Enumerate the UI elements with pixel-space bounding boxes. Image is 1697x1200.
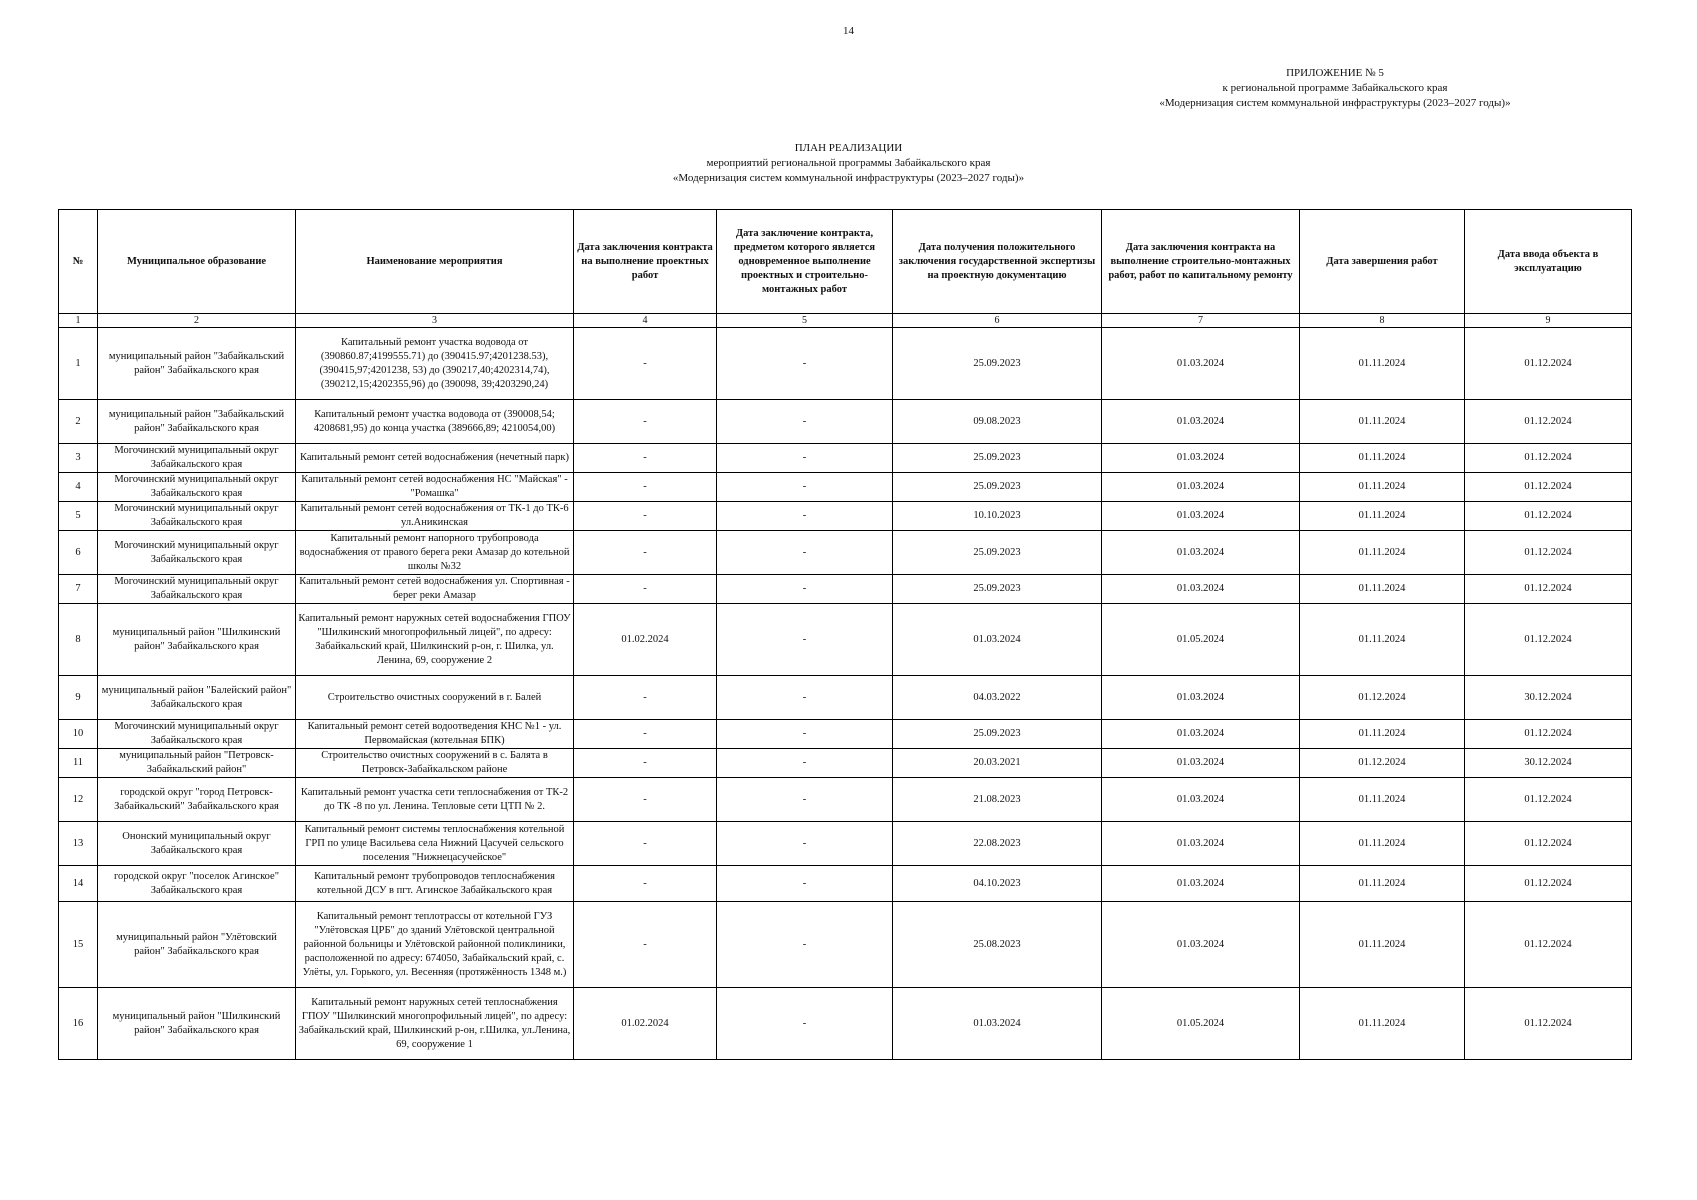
design-build-contract-date-cell: - — [717, 604, 893, 676]
header-cell: Дата заключения контракта на выполнение строительно-монтажных работ, работ по капитальному ремонту — [1102, 210, 1300, 314]
design-contract-date-cell: - — [574, 778, 717, 822]
row-number-cell: 16 — [59, 988, 98, 1060]
column-number-cell: 3 — [296, 314, 574, 328]
completion-date-cell: 01.11.2024 — [1300, 604, 1465, 676]
commissioning-date-cell: 01.12.2024 — [1465, 604, 1632, 676]
expertise-date-cell: 10.10.2023 — [893, 502, 1102, 531]
construction-contract-date-cell: 01.03.2024 — [1102, 444, 1300, 473]
implementation-plan-table — [58, 209, 1632, 1060]
design-build-contract-date-cell: - — [717, 444, 893, 473]
measure-name-cell: Капитальный ремонт системы теплоснабжения котельной ГРП по улице Васильева села Нижний Цасучей сельского поселения "Нижнецасучейское" — [296, 822, 574, 866]
document-title — [0, 141, 1697, 186]
measure-name-cell: Строительство очистных сооружений в с. Балята в Петровск-Забайкальском районе — [296, 749, 574, 778]
completion-date-cell: 01.12.2024 — [1300, 749, 1465, 778]
table-body — [59, 328, 1632, 1060]
municipality-cell: Могочинский муниципальный округ Забайкальского края — [98, 720, 296, 749]
expertise-date-cell: 25.09.2023 — [893, 328, 1102, 400]
measure-name-cell: Строительство очистных сооружений в г. Балей — [296, 676, 574, 720]
column-number-cell: 4 — [574, 314, 717, 328]
column-number-cell: 5 — [717, 314, 893, 328]
table-row — [59, 502, 1632, 531]
header-cell: Дата получения положительного заключения государственной экспертизы на проектную документацию — [893, 210, 1102, 314]
construction-contract-date-cell: 01.03.2024 — [1102, 866, 1300, 902]
measure-name-cell: Капитальный ремонт участка сети теплоснабжения от ТК-2 до ТК -8 по ул. Ленина. Тепловые сети ЦТП № 2. — [296, 778, 574, 822]
municipality-cell: муниципальный район "Шилкинский район" Забайкальского края — [98, 604, 296, 676]
expertise-date-cell: 20.03.2021 — [893, 749, 1102, 778]
title-subheading: мероприятий региональной программы Забайкальского края — [706, 157, 991, 169]
commissioning-date-cell: 01.12.2024 — [1465, 822, 1632, 866]
construction-contract-date-cell: 01.03.2024 — [1102, 328, 1300, 400]
expertise-date-cell: 25.08.2023 — [893, 902, 1102, 988]
design-build-contract-date-cell: - — [717, 902, 893, 988]
table-row — [59, 822, 1632, 866]
design-contract-date-cell: - — [574, 502, 717, 531]
commissioning-date-cell: 01.12.2024 — [1465, 866, 1632, 902]
expertise-date-cell: 04.03.2022 — [893, 676, 1102, 720]
design-contract-date-cell: - — [574, 720, 717, 749]
row-number-cell: 2 — [59, 400, 98, 444]
expertise-date-cell: 22.08.2023 — [893, 822, 1102, 866]
design-contract-date-cell: - — [574, 749, 717, 778]
row-number-cell: 3 — [59, 444, 98, 473]
completion-date-cell: 01.11.2024 — [1300, 444, 1465, 473]
design-contract-date-cell: - — [574, 400, 717, 444]
table-row — [59, 604, 1632, 676]
column-number-cell: 6 — [893, 314, 1102, 328]
design-build-contract-date-cell: - — [717, 866, 893, 902]
table-row — [59, 400, 1632, 444]
construction-contract-date-cell: 01.03.2024 — [1102, 778, 1300, 822]
completion-date-cell: 01.11.2024 — [1300, 866, 1465, 902]
completion-date-cell: 01.11.2024 — [1300, 720, 1465, 749]
commissioning-date-cell: 01.12.2024 — [1465, 502, 1632, 531]
design-contract-date-cell: - — [574, 531, 717, 575]
construction-contract-date-cell: 01.03.2024 — [1102, 575, 1300, 604]
column-number-cell: 2 — [98, 314, 296, 328]
commissioning-date-cell: 01.12.2024 — [1465, 400, 1632, 444]
municipality-cell: городской округ "поселок Агинское" Забайкальского края — [98, 866, 296, 902]
header-cell: Муниципальное образование — [98, 210, 296, 314]
header-cell: Дата ввода объекта в эксплуатацию — [1465, 210, 1632, 314]
design-build-contract-date-cell: - — [717, 531, 893, 575]
row-number-cell: 12 — [59, 778, 98, 822]
expertise-date-cell: 25.09.2023 — [893, 444, 1102, 473]
table-row — [59, 328, 1632, 400]
expertise-date-cell: 25.09.2023 — [893, 531, 1102, 575]
row-number-cell: 5 — [59, 502, 98, 531]
municipality-cell: муниципальный район "Улётовский район" Забайкальского края — [98, 902, 296, 988]
commissioning-date-cell: 30.12.2024 — [1465, 749, 1632, 778]
column-number-cell: 7 — [1102, 314, 1300, 328]
municipality-cell: муниципальный район "Балейский район" Забайкальского края — [98, 676, 296, 720]
design-build-contract-date-cell: - — [717, 502, 893, 531]
municipality-cell: муниципальный район "Шилкинский район" Забайкальского края — [98, 988, 296, 1060]
header-cell: Дата заключение контракта, предметом которого является одновременное выполнение проектных и строительно-монтажных работ — [717, 210, 893, 314]
commissioning-date-cell: 01.12.2024 — [1465, 778, 1632, 822]
table-row — [59, 866, 1632, 902]
row-number-cell: 6 — [59, 531, 98, 575]
municipality-cell: Ононский муниципальный округ Забайкальского края — [98, 822, 296, 866]
municipality-cell: городской округ "город Петровск-Забайкальский" Забайкальского края — [98, 778, 296, 822]
design-build-contract-date-cell: - — [717, 328, 893, 400]
completion-date-cell: 01.11.2024 — [1300, 822, 1465, 866]
row-number-cell: 9 — [59, 676, 98, 720]
measure-name-cell: Капитальный ремонт теплотрассы от котельной ГУЗ "Улётовская ЦРБ" до зданий Улётовской центральной районной больницы и Улётовской районной поликлиники, расположенной по адресу: 674050, Забайкальский край, с. Улёты, ул. Горького, ул. Весенняя (протяжённость 1348 м.) — [296, 902, 574, 988]
measure-name-cell: Капитальный ремонт сетей водоснабжения ул. Спортивная - берег реки Амазар — [296, 575, 574, 604]
completion-date-cell: 01.11.2024 — [1300, 988, 1465, 1060]
design-build-contract-date-cell: - — [717, 473, 893, 502]
expertise-date-cell: 01.03.2024 — [893, 604, 1102, 676]
expertise-date-cell: 21.08.2023 — [893, 778, 1102, 822]
design-contract-date-cell: - — [574, 866, 717, 902]
commissioning-date-cell: 01.12.2024 — [1465, 444, 1632, 473]
design-build-contract-date-cell: - — [717, 988, 893, 1060]
measure-name-cell: Капитальный ремонт сетей водоснабжения НС "Майская" - "Ромашка" — [296, 473, 574, 502]
table-header-row — [59, 210, 1632, 314]
commissioning-date-cell: 01.12.2024 — [1465, 988, 1632, 1060]
construction-contract-date-cell: 01.03.2024 — [1102, 822, 1300, 866]
construction-contract-date-cell: 01.03.2024 — [1102, 902, 1300, 988]
municipality-cell: Могочинский муниципальный округ Забайкальского края — [98, 531, 296, 575]
table-row — [59, 444, 1632, 473]
design-contract-date-cell: - — [574, 444, 717, 473]
commissioning-date-cell: 01.12.2024 — [1465, 531, 1632, 575]
completion-date-cell: 01.11.2024 — [1300, 531, 1465, 575]
expertise-date-cell: 09.08.2023 — [893, 400, 1102, 444]
municipality-cell: Могочинский муниципальный округ Забайкальского края — [98, 444, 296, 473]
table-row — [59, 473, 1632, 502]
page-number: 14 — [843, 25, 854, 37]
completion-date-cell: 01.11.2024 — [1300, 400, 1465, 444]
title-heading: ПЛАН РЕАЛИЗАЦИИ — [794, 142, 903, 154]
design-build-contract-date-cell: - — [717, 720, 893, 749]
header-cell: Наименование мероприятия — [296, 210, 574, 314]
row-number-cell: 4 — [59, 473, 98, 502]
design-build-contract-date-cell: - — [717, 676, 893, 720]
completion-date-cell: 01.11.2024 — [1300, 328, 1465, 400]
expertise-date-cell: 25.09.2023 — [893, 720, 1102, 749]
header-cell: Дата завершения работ — [1300, 210, 1465, 314]
appendix-program-title: «Модернизация систем коммунальной инфраструктуры (2023–2027 годы)» — [1159, 97, 1511, 109]
row-number-cell: 11 — [59, 749, 98, 778]
commissioning-date-cell: 01.12.2024 — [1465, 575, 1632, 604]
table-row — [59, 778, 1632, 822]
measure-name-cell: Капитальный ремонт участка водовода от (390008,54; 4208681,95) до конца участка (389666,89; 4210054,00) — [296, 400, 574, 444]
design-contract-date-cell: - — [574, 328, 717, 400]
municipality-cell: Могочинский муниципальный округ Забайкальского края — [98, 502, 296, 531]
design-build-contract-date-cell: - — [717, 822, 893, 866]
row-number-cell: 14 — [59, 866, 98, 902]
table-row — [59, 988, 1632, 1060]
design-contract-date-cell: - — [574, 473, 717, 502]
row-number-cell: 7 — [59, 575, 98, 604]
measure-name-cell: Капитальный ремонт сетей водоснабжения от ТК-1 до ТК-6 ул.Аникинская — [296, 502, 574, 531]
table-row — [59, 575, 1632, 604]
construction-contract-date-cell: 01.05.2024 — [1102, 988, 1300, 1060]
expertise-date-cell: 25.09.2023 — [893, 473, 1102, 502]
measure-name-cell: Капитальный ремонт трубопроводов теплоснабжения котельной ДСУ в пгт. Агинское Забайкальского края — [296, 866, 574, 902]
completion-date-cell: 01.11.2024 — [1300, 473, 1465, 502]
design-build-contract-date-cell: - — [717, 400, 893, 444]
construction-contract-date-cell: 01.03.2024 — [1102, 473, 1300, 502]
row-number-cell: 10 — [59, 720, 98, 749]
column-number-row — [59, 314, 1632, 328]
expertise-date-cell: 01.03.2024 — [893, 988, 1102, 1060]
expertise-date-cell: 04.10.2023 — [893, 866, 1102, 902]
table-row — [59, 749, 1632, 778]
header-cell: Дата заключения контракта на выполнение проектных работ — [574, 210, 717, 314]
column-number-cell: 8 — [1300, 314, 1465, 328]
appendix-number: ПРИЛОЖЕНИЕ № 5 — [1286, 67, 1384, 79]
design-build-contract-date-cell: - — [717, 749, 893, 778]
measure-name-cell: Капитальный ремонт участка водовода от (390860.87;4199555.71) до (390415.97;4201238.53), (390415,97;4201238, 53) до (390217,40;4202314,74), (390212,15;4202355,96) до (390098, 39;4203290,24) — [296, 328, 574, 400]
construction-contract-date-cell: 01.03.2024 — [1102, 749, 1300, 778]
completion-date-cell: 01.11.2024 — [1300, 502, 1465, 531]
title-program-name: «Модернизация систем коммунальной инфраструктуры (2023–2027 годы)» — [672, 172, 1025, 184]
design-build-contract-date-cell: - — [717, 778, 893, 822]
commissioning-date-cell: 01.12.2024 — [1465, 328, 1632, 400]
commissioning-date-cell: 01.12.2024 — [1465, 902, 1632, 988]
municipality-cell: Могочинский муниципальный округ Забайкальского края — [98, 575, 296, 604]
municipality-cell: муниципальный район "Забайкальский район" Забайкальского края — [98, 400, 296, 444]
measure-name-cell: Капитальный ремонт наружных сетей теплоснабжения ГПОУ "Шилкинский многопрофильный лицей", по адресу: Забайкальский край, Шилкинский р-он, г.Шилка, ул.Ленина, 69, сооружение 1 — [296, 988, 574, 1060]
completion-date-cell: 01.11.2024 — [1300, 902, 1465, 988]
measure-name-cell: Капитальный ремонт сетей водоснабжения (нечетный парк) — [296, 444, 574, 473]
municipality-cell: Могочинский муниципальный округ Забайкальского края — [98, 473, 296, 502]
completion-date-cell: 01.11.2024 — [1300, 575, 1465, 604]
header-cell: № — [59, 210, 98, 314]
table-row — [59, 720, 1632, 749]
measure-name-cell: Капитальный ремонт сетей водоотведения КНС №1 - ул. Первомайская (котельная БПК) — [296, 720, 574, 749]
design-contract-date-cell: 01.02.2024 — [574, 604, 717, 676]
table-row — [59, 531, 1632, 575]
row-number-cell: 8 — [59, 604, 98, 676]
measure-name-cell: Капитальный ремонт наружных сетей водоснабжения ГПОУ "Шилкинский многопрофильный лицей", по адресу: Забайкальский край, Шилкинский р-он, г. Шилка, ул. Ленина, 69, сооружение 2 — [296, 604, 574, 676]
row-number-cell: 15 — [59, 902, 98, 988]
appendix-block — [1125, 66, 1545, 111]
table-row — [59, 902, 1632, 988]
column-number-cell: 9 — [1465, 314, 1632, 328]
measure-name-cell: Капитальный ремонт напорного трубопровода водоснабжения от правого берега реки Амазар до котельной школы №32 — [296, 531, 574, 575]
table-row — [59, 676, 1632, 720]
completion-date-cell: 01.12.2024 — [1300, 676, 1465, 720]
appendix-program-ref: к региональной программе Забайкальского края — [1222, 82, 1448, 94]
row-number-cell: 1 — [59, 328, 98, 400]
construction-contract-date-cell: 01.05.2024 — [1102, 604, 1300, 676]
design-contract-date-cell: - — [574, 822, 717, 866]
column-number-cell: 1 — [59, 314, 98, 328]
commissioning-date-cell: 30.12.2024 — [1465, 676, 1632, 720]
municipality-cell: муниципальный район "Забайкальский район" Забайкальского края — [98, 328, 296, 400]
construction-contract-date-cell: 01.03.2024 — [1102, 502, 1300, 531]
expertise-date-cell: 25.09.2023 — [893, 575, 1102, 604]
design-build-contract-date-cell: - — [717, 575, 893, 604]
construction-contract-date-cell: 01.03.2024 — [1102, 720, 1300, 749]
completion-date-cell: 01.11.2024 — [1300, 778, 1465, 822]
design-contract-date-cell: - — [574, 676, 717, 720]
design-contract-date-cell: 01.02.2024 — [574, 988, 717, 1060]
commissioning-date-cell: 01.12.2024 — [1465, 720, 1632, 749]
commissioning-date-cell: 01.12.2024 — [1465, 473, 1632, 502]
construction-contract-date-cell: 01.03.2024 — [1102, 676, 1300, 720]
construction-contract-date-cell: 01.03.2024 — [1102, 531, 1300, 575]
design-contract-date-cell: - — [574, 902, 717, 988]
design-contract-date-cell: - — [574, 575, 717, 604]
construction-contract-date-cell: 01.03.2024 — [1102, 400, 1300, 444]
row-number-cell: 13 — [59, 822, 98, 866]
municipality-cell: муниципальный район "Петровск-Забайкальский район" — [98, 749, 296, 778]
